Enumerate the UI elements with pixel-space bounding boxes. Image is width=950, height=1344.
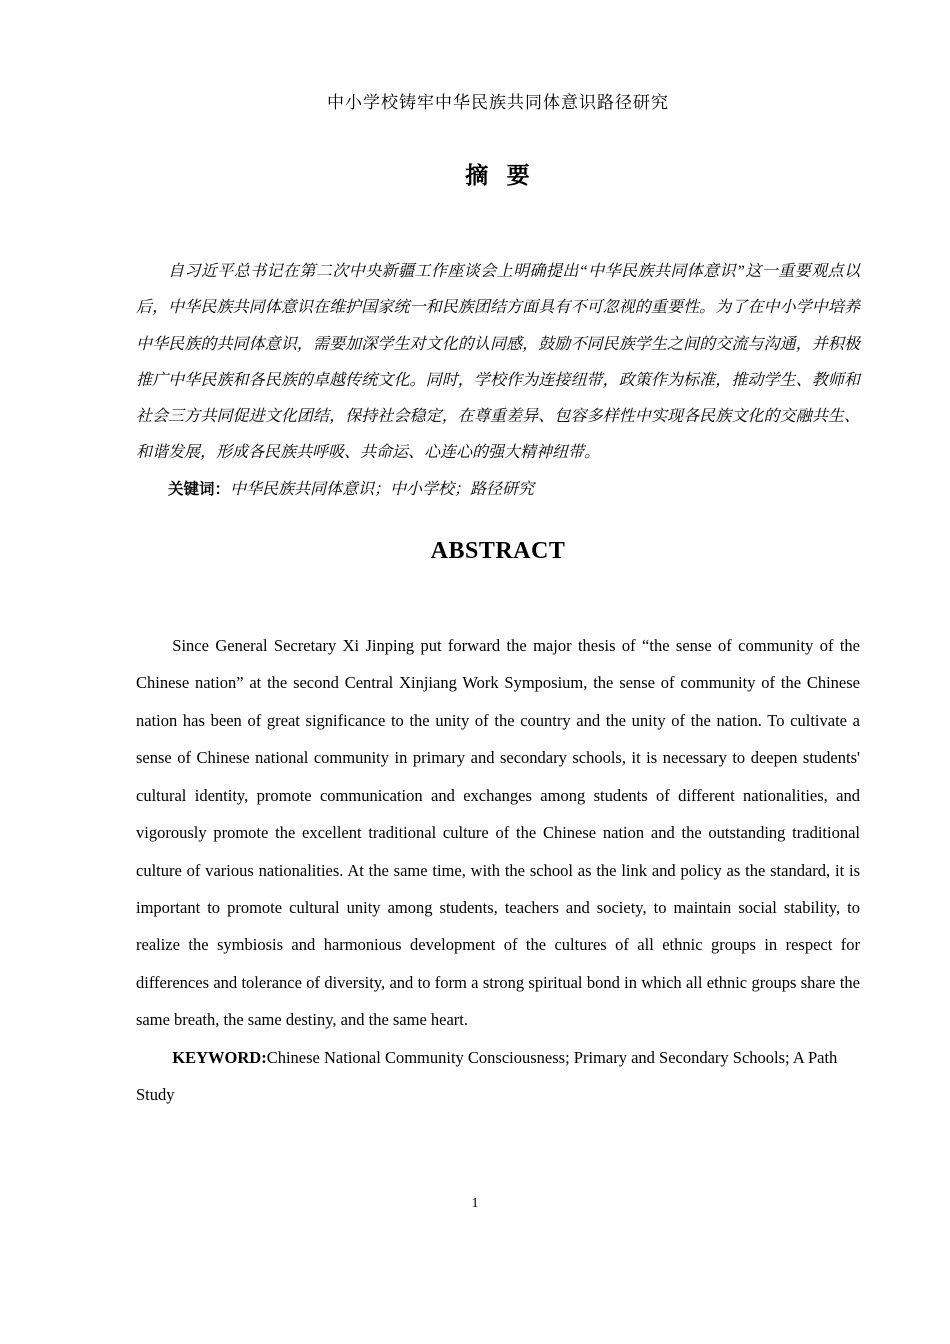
chinese-keywords-line <box>136 472 860 508</box>
document-header-title: 中小学校铸牢中华民族共同体意识路径研究 <box>327 93 669 112</box>
chinese-abstract-heading: 摘 要 <box>465 162 531 188</box>
english-abstract-heading: ABSTRACT <box>430 538 566 565</box>
chinese-keywords-label: 关键词： <box>168 480 231 498</box>
english-keywords-label: KEYWORD: <box>172 1047 267 1067</box>
chinese-abstract-body: 自习近平总书记在第二次中央新疆工作座谈会上明确提出“中华民族共同体意识”这一重要观点以后，中华民族共同体意识在维护国家统一和民族团结方面具有不可忽视的重要性。为了在中小学中培养中华民族的共同体意识，需要加深学生对文化的认同感，鼓励不同民族学生之间的交流与沟通，并积极推广中华民族和各民族的卓越传统文化。同时，学校作为连接纽带，政策作为标准，推动学生、教师和社会三方共同促进文化团结，保持社会稳定，在尊重差异、包容多样性中实现各民族文化的交融共生、和谐发展，形成各民族共呼吸、共命运、心连心的强大精神纽带。 <box>136 263 860 462</box>
english-keywords-value: Chinese National Community Consciousness; Primary and Secondary Schools; A Path Study <box>136 1047 838 1104</box>
page-number: 1 <box>471 1196 479 1211</box>
chinese-keywords-value: 中华民族共同体意识；中小学校；路径研究 <box>230 480 535 498</box>
english-abstract-body: Since General Secretary Xi Jinping put forward the major thesis of “the sense of community of the Chinese nation” at the second Central Xinjiang Work Symposium, the sense of community of the Chinese nation has been of great significance to the unity of the country and the unity of the nation. To cultivate a sense of Chinese national community in primary and secondary schools, it is necessary to deepen students' cultural identity, promote communication and exchanges among students of different nationalities, and vigorously promote the excellent traditional culture of the Chinese nation and the outstanding traditional culture of various nationalities. At the same time, with the school as the link and policy as the standard, it is important to promote cultural unity among students, teachers and society, to maintain social stability, to realize the symbiosis and harmonious development of the cultures of all ethnic groups in respect for differences and tolerance of diversity, and to form a strong spiritual bond in which all ethnic groups share the same breath, the same destiny, and the same heart. <box>136 636 860 1030</box>
english-keywords-line <box>136 1039 860 1114</box>
